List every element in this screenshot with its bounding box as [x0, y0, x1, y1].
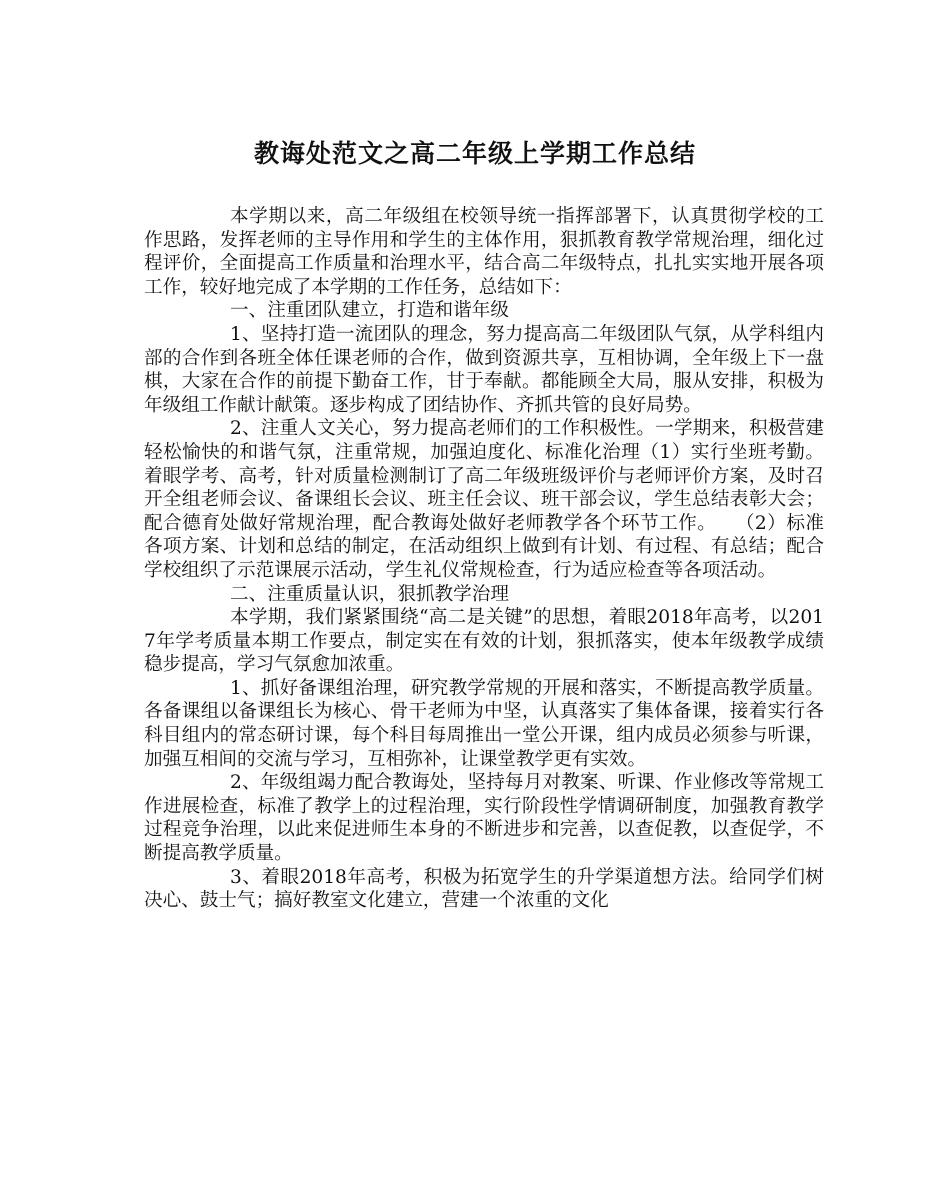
section-heading-2: 二、注重质量认识，狠抓教学治理: [230, 583, 509, 605]
paragraph-1-2: 2、注重人文关心，努力提高老师们的工作积极性。一学期来，积极营建轻松愉快的和谐气氛，注重常规，加强迫度化、标准化治理（1）实行坐班考勤。着眼学考、高考，针对质量检测制订了高二年级班级评价与老师评价方案，及时召开全组老师会议、备课组长会议、班主任会议、班干部会议，学生总结表彰大会；配合德育处做好常规治理，配合教诲处做好老师教学各个环节工作。 （2）标准各项方案、计划和总结的制定，在活动组织上做到有计划、有过程、有总结；配合学校组织了示范课展示活动，学生礼仪常规检查，行为适应检查等各项活动。: [144, 418, 824, 581]
paragraph-2-intro: 本学期，我们紧紧围绕“高二是关键”的思想，着眼2018年高考，以2017年学考质量本期工作要点，制定实在有效的计划，狠抓落实，使本年级教学成绩稳步提高，学习气氛愈加浓重。: [144, 607, 824, 676]
paragraph-2-1: 1、抓好备课组治理，研究教学常规的开展和落实，不断提高教学质量。各备课组以备课组长为核心、骨干老师为中坚，认真落实了集体备课，接着实行各科目组内的常态研讨课，每个科目每周推出一堂公开课，组内成员必须参与听课，加强互相间的交流与学习，互相弥补，让课堂教学更有实效。: [144, 677, 824, 770]
paragraph-2-2: 2、年级组竭力配合教诲处，坚持每月对教案、听课、作业修改等常规工作进展检查，标准了教学上的过程治理，实行阶段性学情调研制度，加强教育教学过程竞争治理，以此来促进师生本身的不断进步和完善，以查促教，以查促学，不断提高教学质量。: [144, 772, 824, 865]
document-title: 教诲处范文之高二年级上学期工作总结: [253, 139, 696, 168]
section-heading-1: 一、注重团队建立，打造和谐年级: [230, 300, 509, 322]
paragraph-1-1: 1、坚持打造一流团队的理念，努力提高高二年级团队气氛，从学科组内部的合作到各班全体任课老师的合作，做到资源共享，互相协调，全年级上下一盘棋，大家在合作的前提下勤奋工作，甘于奉献。都能顾全大局，服从安排，积极为年级组工作献计献策。逐步构成了团结协作、齐抓共管的良好局势。: [144, 323, 824, 416]
document-body: [144, 205, 824, 913]
paragraph-intro: 本学期以来，高二年级组在校领导统一指挥部署下，认真贯彻学校的工作思路，发挥老师的主导作用和学生的主体作用，狠抓教育教学常规治理，细化过程评价，全面提高工作质量和治理水平，结合高二年级特点，扎扎实实地开展各项工作，较好地完成了本学期的工作任务，总结如下：: [144, 206, 824, 298]
paragraph-2-3: 3、着眼2018年高考，积极为拓宽学生的升学渠道想方法。给同学们树决心、鼓士气；搞好教室文化建立，营建一个浓重的文化: [144, 866, 824, 912]
